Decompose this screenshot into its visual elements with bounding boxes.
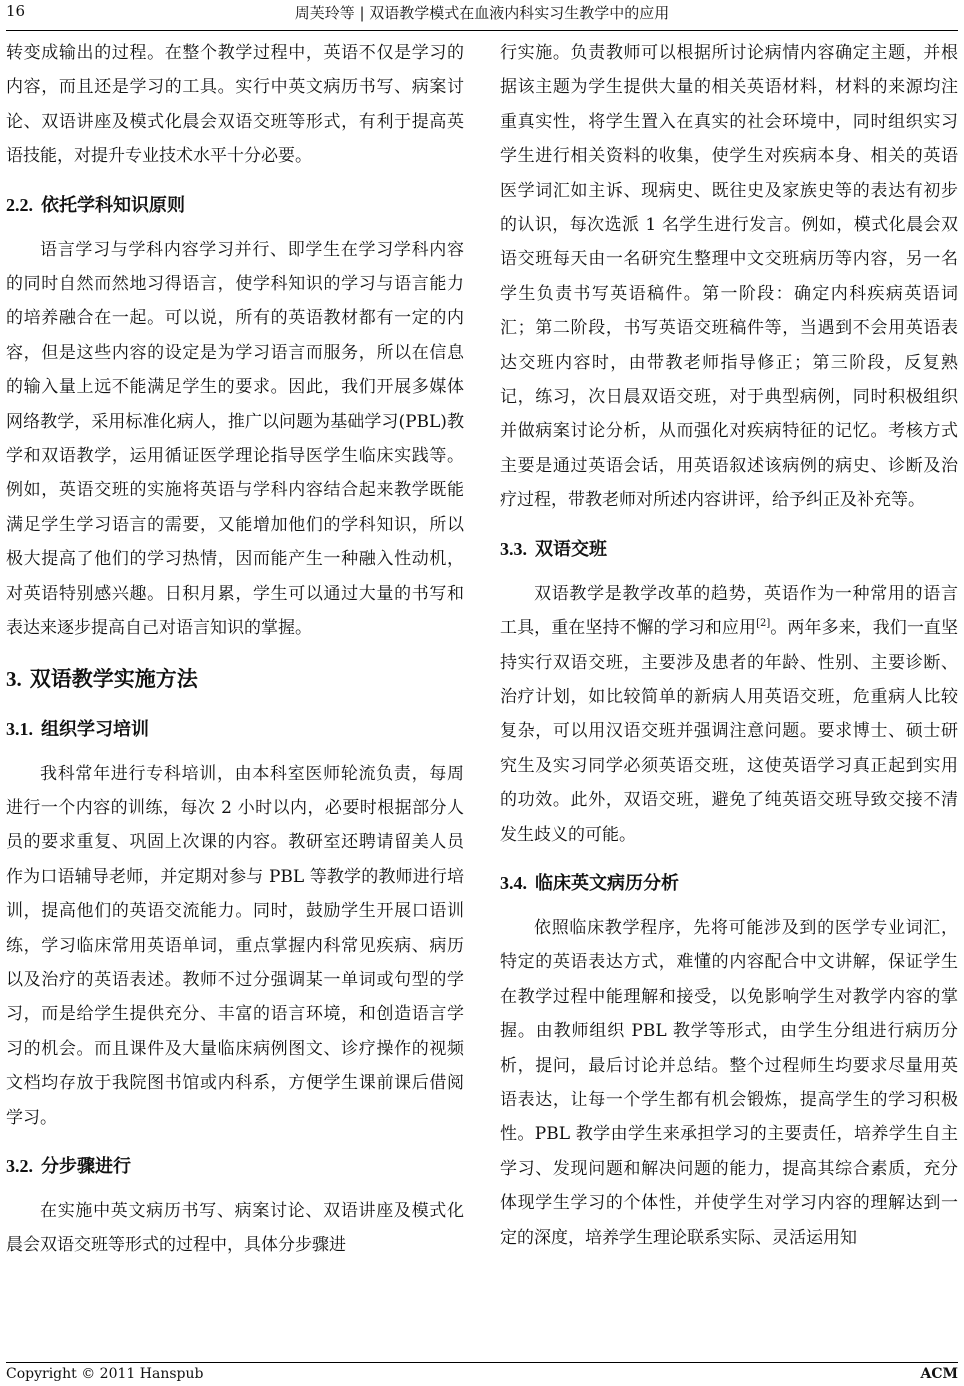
section-heading-3-1 bbox=[6, 712, 464, 747]
left-column bbox=[6, 36, 464, 1263]
section-title: 双语教学实施方法 bbox=[29, 666, 198, 691]
section-number: 3.2. bbox=[6, 1155, 33, 1176]
paragraph-3-3-part-b: 。两年多来，我们一直坚持实行双语交班，主要涉及患者的年龄、性别、主要诊断、治疗计划，如比较简单的新病人用英语交班，危重病人比较复杂，可以用汉语交班并强调注意问题。要求博士、硕士研究生及实习同学必须英语交班，这使英语学习真正起到实用的功效。此外，双语交班，避免了纯英语交班导致交接不清发生歧义的可能。 bbox=[500, 618, 959, 845]
citation-reference: [2] bbox=[756, 618, 771, 630]
section-heading-3-4 bbox=[500, 866, 958, 901]
section-title: 双语交班 bbox=[535, 538, 607, 560]
section-number: 3.1. bbox=[6, 718, 33, 739]
section-heading-2-2 bbox=[6, 188, 464, 223]
journal-name: ACM bbox=[920, 1366, 958, 1382]
section-number: 3. bbox=[6, 666, 22, 691]
running-title: 周芙玲等 | 双语教学模式在血液内科实习生教学中的应用 bbox=[294, 4, 670, 22]
section-title: 临床英文病历分析 bbox=[535, 872, 679, 894]
section-title: 依托学科知识原则 bbox=[41, 194, 185, 216]
page-header bbox=[6, 0, 958, 31]
paragraph-3-3-part-a: 双语教学是教学改革的趋势，英语作为一种常用的语言工具，重在坚持不懈的学习和应用 bbox=[500, 583, 958, 639]
section-number: 3.3. bbox=[500, 538, 527, 559]
paragraph-3-1: 我科常年进行专科培训，由本科室医师轮流负责，每周进行一个内容的训练，每次 2 小时以内，必要时根据部分人员的要求重复、巩固上次课的内容。教研室还聘请留美人员作为口语辅导老师，并定期对参与 PBL 等教学的教师进行培训，提高他们的英语交流能力。同时，鼓励学生开展口语训练，学习临床常用英语单词，重点掌握内科常见疾病、病历以及治疗的英语表述。教师不过分强调某一单词或句型的学习，而是给学生提供充分、丰富的语言环境，和创造语言学习的机会。而且课件及大量临床病例图文、诊疗操作的视频文档均存放于我院图书馆或内科系，方便学生课前课后借阅学习。 bbox=[6, 763, 464, 1128]
page-number: 16 bbox=[6, 2, 26, 20]
paragraph-3-4: 依照临床教学程序，先将可能涉及到的医学专业词汇，特定的英语表达方式，难懂的内容配合中文讲解，保证学生在教学过程中能理解和接受，以免影响学生对教学内容的掌握。由教师组织 PBL 教学等形式，由学生分组进行病历分析，提问，最后讨论并总结。整个过程师生均要求尽量用英语表达，让每一个学生都有机会锻炼，提高学生的学习积极性。PBL 教学由学生来承担学习的主要责任，培养学生自主学习、发现问题和解决问题的能力，提高其综合素质，充分体现学生学习的个体性，并使学生对学习内容的理解达到一定的深度，培养学生理论联系实际、灵活运用知 bbox=[500, 917, 958, 1248]
paragraph-intro-continued: 转变成输出的过程。在整个教学过程中，英语不仅是学习的内容，而且还是学习的工具。实行中英文病历书写、病案讨论、双语讲座及模式化晨会双语交班等形式，有利于提高英语技能，对提升专业技术水平十分必要。 bbox=[6, 43, 464, 167]
copyright-notice: Copyright © 2011 Hanspub bbox=[6, 1366, 204, 1382]
section-number: 3.4. bbox=[500, 872, 527, 893]
section-title: 分步骤进行 bbox=[41, 1155, 131, 1177]
paragraph-3-2-continued: 行实施。负责教师可以根据所讨论病情内容确定主题，并根据该主题为学生提供大量的相关英语材料，材料的来源均注重真实性，将学生置入在真实的社会环境中，同时组织实习学生进行相关资料的收集，使学生对疾病本身、相关的英语医学词汇如主诉、现病史、既往史及家族史等的表达有初步的认识，每次选派 1 名学生进行发言。例如，模式化晨会双语交班每天由一名研究生整理中文交班病历等内容，另一名学生负责书写英语稿件。第一阶段：确定内科疾病英语词汇；第二阶段，书写英语交班稿件等，当遇到不会用英语表达交班内容时，由带教老师指导修正；第三阶段，反复熟记，练习，次日晨双语交班，对于典型病例，同时积极组织并做病案讨论分析，从而强化对疾病特征的记忆。考核方式主要是通过英语会话，用英语叙述该病例的病史、诊断及治疗过程，带教老师对所述内容讲评，给予纠正及补充等。 bbox=[500, 43, 958, 511]
right-column bbox=[500, 36, 958, 1255]
page-footer bbox=[6, 1362, 958, 1385]
paragraph-2-2: 语言学习与学科内容学习并行、即学生在学习学科内容的同时自然而然地习得语言，使学科知识的学习与语言能力的培养融合在一起。可以说，所有的英语教材都有一定的内容，但是这些内容的设定是为学习语言而服务，所以在信息的输入量上远不能满足学生的要求。因此，我们开展多媒体网络教学，采用标准化病人，推广以问题为基础学习(PBL)教学和双语教学，运用循证医学理论指导医学生临床实践等。例如，英语交班的实施将英语与学科内容结合起来教学既能满足学生学习语言的需要，又能增加他们的学科知识，所以极大提高了他们的学习热情，因而能产生一种融入性动机，对英语特别感兴趣。日积月累，学生可以通过大量的书写和表达来逐步提高自己对语言知识的掌握。 bbox=[6, 239, 464, 639]
section-title: 组织学习培训 bbox=[41, 718, 149, 740]
section-number: 2.2. bbox=[6, 194, 33, 215]
section-heading-3-2 bbox=[6, 1149, 464, 1184]
paragraph-3-2-start: 在实施中英文病历书写、病案讨论、双语讲座及模式化晨会双语交班等形式的过程中，具体分步骤进 bbox=[6, 1200, 464, 1256]
section-heading-3-3 bbox=[500, 532, 958, 567]
section-heading-3 bbox=[6, 660, 464, 698]
paragraph-3-3 bbox=[500, 577, 958, 852]
